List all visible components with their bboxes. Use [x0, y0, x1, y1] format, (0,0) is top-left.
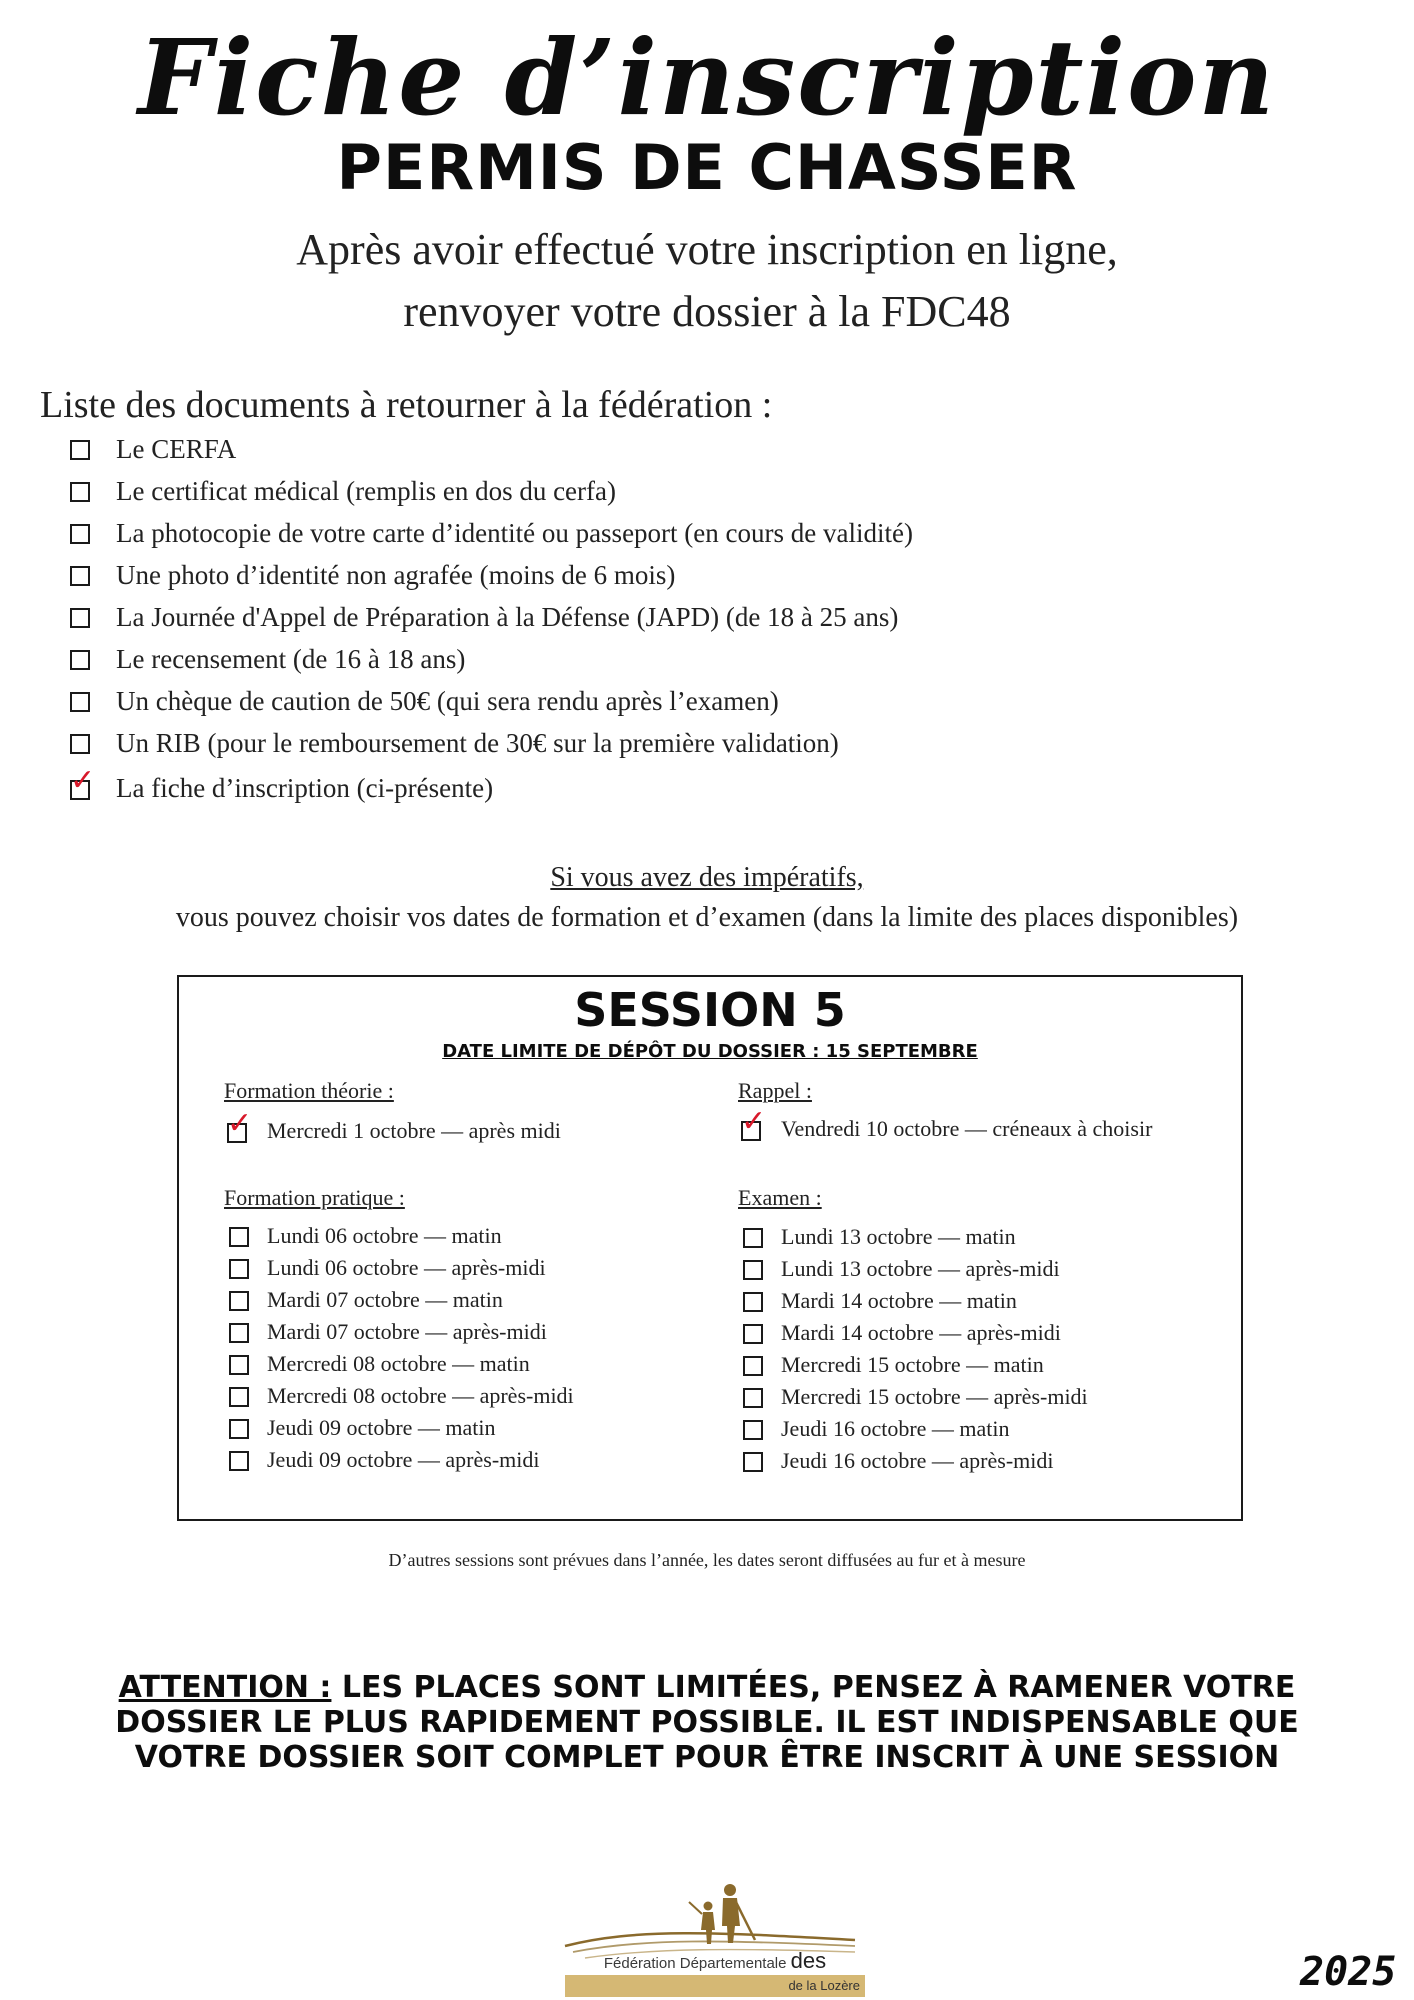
practice-slot-label: Jeudi 09 octobre — matin	[267, 1415, 496, 1440]
checkbox-cerfa[interactable]	[70, 440, 90, 460]
practice-slot-label: Lundi 06 octobre — après-midi	[267, 1255, 546, 1280]
document-item-label: Un chèque de caution de 50€ (qui sera rendu après l’examen)	[116, 686, 779, 716]
checkbox-practice-slot[interactable]	[229, 1451, 249, 1471]
checkbox-id-copy[interactable]	[70, 524, 90, 544]
attention-text: LES PLACES SONT LIMITÉES, PENSEZ À RAMENER VOTRE DOSSIER LE PLUS RAPIDEMENT POSSIBLE. IL EST INDISPENSABLE QUE VOTRE DOSSIER SOIT COMPLET POUR ÊTRE INSCRIT À UNE SESSION	[115, 1670, 1299, 1775]
checkbox-medical-certificate[interactable]	[70, 482, 90, 502]
practice-slot-label: Mercredi 08 octobre — après-midi	[267, 1383, 574, 1408]
theory-slot-label: Mercredi 1 octobre — après midi	[267, 1118, 561, 1143]
checkbox-practice-slot[interactable]	[229, 1355, 249, 1375]
exam-slot-label: Mardi 14 octobre — matin	[781, 1288, 1017, 1313]
checkmark-icon: ✓	[741, 1104, 767, 1139]
checkbox-practice-slot[interactable]	[229, 1323, 249, 1343]
practice-slot-label: Mardi 07 octobre — après-midi	[267, 1319, 547, 1344]
checkbox-rib[interactable]	[70, 734, 90, 754]
other-sessions-note: D’autres sessions sont prévues dans l’année, les dates seront diffusées au fur et à mesure	[388, 1550, 1026, 1570]
exam-slot-label: Jeudi 16 octobre — matin	[781, 1416, 1010, 1441]
session-title: SESSION 5	[574, 983, 846, 1037]
document-item-label: Une photo d’identité non agrafée (moins de 6 mois)	[116, 560, 676, 590]
document-item-label: La Journée d'Appel de Préparation à la Défense (JAPD) (de 18 à 25 ans)	[116, 602, 899, 632]
checkbox-theory-slot[interactable]	[227, 1106, 253, 1143]
form-title: Fiche d’inscription	[137, 16, 1277, 139]
checkbox-id-photo[interactable]	[70, 566, 90, 586]
checkbox-census[interactable]	[70, 650, 90, 670]
practice-heading: Formation pratique :	[224, 1185, 405, 1210]
checkbox-exam-slot[interactable]	[743, 1356, 763, 1376]
practice-slot-label: Lundi 06 octobre — matin	[267, 1223, 502, 1248]
checkbox-exam-slot[interactable]	[743, 1420, 763, 1440]
intro-line-1: Après avoir effectué votre inscription en ligne,	[296, 225, 1118, 274]
checkbox-practice-slot[interactable]	[229, 1259, 249, 1279]
logo-text-big: des	[790, 1948, 827, 1973]
exam-heading: Examen :	[738, 1185, 822, 1210]
practice-slot-label: Mercredi 08 octobre — matin	[267, 1351, 530, 1376]
logo-region: de la Lozère	[788, 1978, 860, 1993]
checkbox-exam-slot[interactable]	[743, 1292, 763, 1312]
recall-heading: Rappel :	[738, 1078, 812, 1103]
checkbox-exam-slot[interactable]	[743, 1388, 763, 1408]
checkbox-practice-slot[interactable]	[229, 1291, 249, 1311]
preferences-underlined: Si vous avez des impératifs,	[550, 862, 864, 893]
intro-line-2: renvoyer votre dossier à la FDC48	[403, 287, 1011, 336]
session-deadline: DATE LIMITE DE DÉPÔT DU DOSSIER : 15 SEPTEMBRE	[442, 1041, 978, 1062]
checkbox-deposit-cheque[interactable]	[70, 692, 90, 712]
document-item-label: La photocopie de votre carte d’identité ou passeport (en cours de validité)	[116, 518, 913, 548]
practice-slot-label: Jeudi 09 octobre — après-midi	[267, 1447, 540, 1472]
checkbox-recall-slot[interactable]	[741, 1104, 767, 1141]
documents-heading: Liste des documents à retourner à la fédération :	[40, 384, 773, 426]
theory-heading: Formation théorie :	[224, 1078, 394, 1103]
document-item-label: La fiche d’inscription (ci-présente)	[116, 773, 494, 803]
checkbox-practice-slot[interactable]	[229, 1419, 249, 1439]
attention-label: ATTENTION :	[118, 1670, 332, 1705]
document-item-label: Le recensement (de 16 à 18 ans)	[116, 644, 466, 674]
exam-slot-label: Jeudi 16 octobre — après-midi	[781, 1448, 1054, 1473]
preferences-line-2: vous pouvez choisir vos dates de formation et d’examen (dans la limite des places disponibles)	[175, 902, 1239, 933]
document-item-label: Le CERFA	[116, 434, 237, 464]
logo-text-small: Fédération Départementale	[603, 1955, 787, 1972]
recall-slot-label: Vendredi 10 octobre — créneaux à choisir	[781, 1116, 1153, 1141]
document-item-label: Le certificat médical (remplis en dos du cerfa)	[116, 476, 617, 506]
exam-slot-label: Lundi 13 octobre — après-midi	[781, 1256, 1060, 1281]
checkbox-registration-form[interactable]	[70, 763, 96, 800]
checkbox-exam-slot[interactable]	[743, 1452, 763, 1472]
checkbox-practice-slot[interactable]	[229, 1387, 249, 1407]
checkbox-practice-slot[interactable]	[229, 1227, 249, 1247]
permit-title: PERMIS DE CHASSER	[336, 131, 1078, 204]
checkmark-icon: ✓	[70, 763, 96, 798]
document-item-label: Un RIB (pour le remboursement de 30€ sur la première validation)	[116, 728, 839, 758]
exam-slot-label: Lundi 13 octobre — matin	[781, 1224, 1016, 1249]
checkbox-exam-slot[interactable]	[743, 1324, 763, 1344]
checkbox-exam-slot[interactable]	[743, 1228, 763, 1248]
exam-slot-label: Mercredi 15 octobre — matin	[781, 1352, 1044, 1377]
exam-slot-label: Mardi 14 octobre — après-midi	[781, 1320, 1061, 1345]
checkmark-icon: ✓	[227, 1106, 253, 1141]
checkbox-exam-slot[interactable]	[743, 1260, 763, 1280]
exam-slot-label: Mercredi 15 octobre — après-midi	[781, 1384, 1088, 1409]
attention-warning	[60, 1670, 1354, 1775]
practice-slot-label: Mardi 07 octobre — matin	[267, 1287, 503, 1312]
year-label: 2025	[1300, 1949, 1397, 1995]
checkbox-japd[interactable]	[70, 608, 90, 628]
preferences-line-1	[0, 860, 1414, 896]
